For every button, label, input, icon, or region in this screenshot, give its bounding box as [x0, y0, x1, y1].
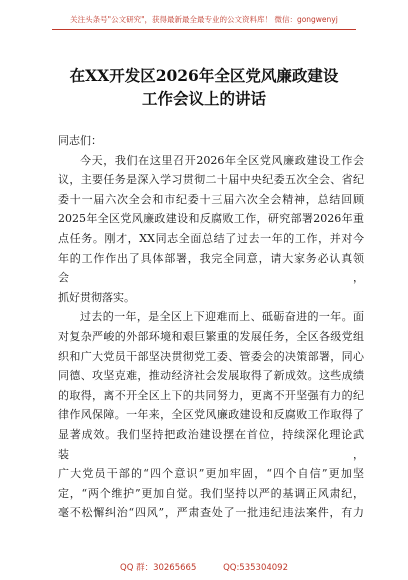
paragraph-line: 显著成效。我们坚持把政治建设摆在首位，持续深化理论武装，: [58, 427, 364, 461]
paragraph-line: 律作风保障。一年来，全区党风廉政建设和反腐败工作取得了: [58, 408, 364, 422]
paragraph-line: 广大党员干部的“四个意识”更加牢固，“四个自信”更加坚: [58, 467, 364, 481]
paragraph-line: 2025年全区党风廉政建设和反腐败工作，研究部署2026年重: [58, 212, 364, 226]
footer-qq-group: QQ 群：30265665: [120, 563, 197, 573]
paragraph-line: 点任务。刚才，XX同志全面总结了过去一年的工作，并对今: [58, 231, 364, 245]
paragraph-line: 抓好贯彻落实。: [58, 290, 135, 304]
paragraph-line: 年的工作作出了具体部署，我完全同意，请大家务必认真领会，: [58, 251, 364, 285]
title-line-1: 在XX开发区2026年全区党风廉政建设: [69, 66, 339, 85]
paragraph-line: 定，“两个维护”更加自觉。我们坚持以严的基调正风肃纪，: [58, 486, 364, 500]
document-title: [0, 64, 408, 110]
paragraph-line: 议，主要任务是深入学习贯彻二十届中央纪委五次全会、省纪: [58, 173, 364, 187]
paragraph-line: 的取得，离不开全区上下的共同努力，更离不开坚强有力的纪: [58, 388, 364, 402]
title-line-2: 工作会议上的讲话: [141, 89, 266, 108]
footer-qq-number: QQ:535304092: [223, 563, 288, 573]
salutation: 同志们：: [58, 134, 102, 147]
footer-contact: [0, 561, 408, 573]
paragraph-line: 毫不松懈纠治“四风”，严肃查处了一批违纪违法案件，有力: [58, 506, 364, 520]
header-divider: [52, 29, 356, 30]
paragraph-line: 对复杂严峻的外部环境和艰巨繁重的发展任务，全区各级党组: [58, 329, 364, 343]
paragraph-line: 过去的一年，是全区上下迎难而上、砥砺奋进的一年。面: [80, 310, 364, 324]
paragraph-line: 委十一届六次全会和市纪委十三届六次全会精神，总结回顾: [58, 192, 364, 206]
paragraph-line: 今天，我们在这里召开2026年全区党风廉政建设工作会: [80, 153, 364, 167]
header-note: 关注头条号"公文研究"，获得最新最全最专业的公文资料库！ 微信：gongwenyj: [70, 15, 338, 24]
paragraph-line: 同德、攻坚克难，推动经济社会发展取得了新成效。这些成绩: [58, 369, 364, 383]
paragraph-line: 织和广大党员干部坚决贯彻党工委、管委会的决策部署，同心: [58, 349, 364, 363]
document-body: [58, 131, 364, 523]
